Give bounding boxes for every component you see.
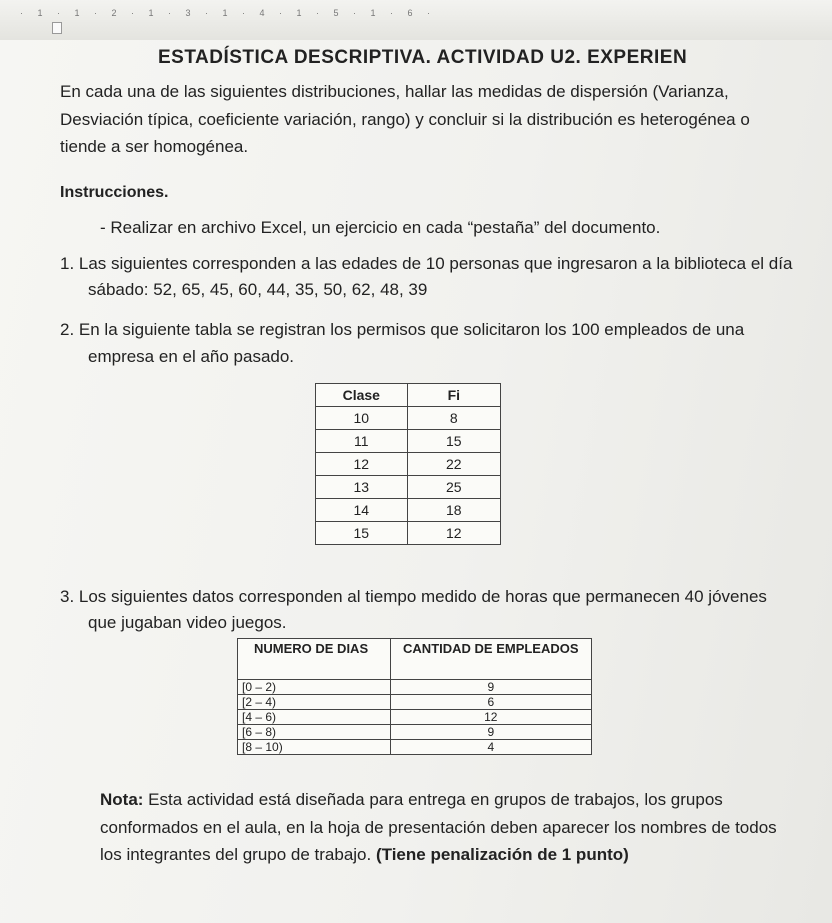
- nota-line-2: conformados en el aula, en la hoja de presentación deben aparecer los nombres de todos: [100, 818, 777, 837]
- cell-clase: 15: [316, 522, 408, 545]
- cell-clase: 12: [316, 453, 408, 476]
- cell-count: 12: [390, 710, 591, 725]
- table-row: [238, 695, 592, 710]
- nota-text-3: los integrantes del grupo de trabajo.: [100, 845, 376, 864]
- cell-fi: 25: [407, 476, 500, 499]
- nota-line-1: [100, 790, 723, 810]
- instructions-bullet: - Realizar en archivo Excel, un ejercicio en cada “pestaña” del documento.: [100, 218, 661, 237]
- indent-marker[interactable]: [52, 22, 62, 34]
- intro-line-1: En cada una de las siguientes distribuciones, hallar las medidas de dispersión (Varianza,: [60, 82, 729, 101]
- table-row: [238, 710, 592, 725]
- question-3-line-2: que jugaban video juegos.: [88, 613, 287, 632]
- table-row: [238, 740, 592, 755]
- nota-text-1: Esta actividad está diseñada para entrega en grupos de trabajos, los grupos: [143, 790, 723, 809]
- cell-count: 9: [390, 725, 591, 740]
- table-header-row: [238, 639, 592, 680]
- document-ruler[interactable]: [0, 0, 832, 41]
- question-1-line-2: sábado: 52, 65, 45, 60, 44, 35, 50, 62, 48, 39: [88, 280, 428, 299]
- question-1-line-1: 1. Las siguientes corresponden a las edades de 10 personas que ingresaron a la biblioteca el día: [60, 254, 793, 273]
- cell-count: 4: [390, 740, 591, 755]
- table-row: [316, 476, 501, 499]
- document-page: [0, 40, 832, 923]
- cell-clase: 13: [316, 476, 408, 499]
- question-3-line-1: 3. Los siguientes datos corresponden al tiempo medido de horas que permanecen 40 jóvenes: [60, 587, 767, 606]
- cell-fi: 15: [407, 430, 500, 453]
- instructions-heading: Instrucciones.: [60, 184, 169, 201]
- header-cantidad-empleados: CANTIDAD DE EMPLEADOS: [390, 639, 591, 680]
- intro-line-3: tiende a ser homogénea.: [60, 137, 249, 156]
- question-2-line-1: 2. En la siguiente tabla se registran los permisos que solicitaron los 100 empleados de una: [60, 320, 745, 339]
- permisos-table: [315, 383, 501, 545]
- header-clase: Clase: [316, 384, 408, 407]
- cell-fi: 22: [407, 453, 500, 476]
- intro-line-2: Desviación típica, coeficiente variación, rango) y concluir si la distribución es heterogénea o: [60, 110, 750, 129]
- cell-clase: 14: [316, 499, 408, 522]
- table-row: [316, 407, 501, 430]
- table-row: [316, 453, 501, 476]
- ruler-numbers: · 1 · 1 · 2 · 1 · 3 · 1 · 4 · 1 · 5 · 1 · 6 ·: [20, 8, 437, 18]
- cell-interval: [2 – 4): [238, 695, 391, 710]
- cell-fi: 8: [407, 407, 500, 430]
- cell-interval: [8 – 10): [238, 740, 391, 755]
- nota-line-3: [100, 845, 629, 865]
- cell-fi: 12: [407, 522, 500, 545]
- table-header-row: [316, 384, 501, 407]
- table-row: [316, 522, 501, 545]
- cell-clase: 10: [316, 407, 408, 430]
- cell-fi: 18: [407, 499, 500, 522]
- table-row: [316, 430, 501, 453]
- cell-count: 6: [390, 695, 591, 710]
- header-numero-dias: NUMERO DE DIAS: [238, 639, 391, 680]
- question-2-line-2: empresa en el año pasado.: [88, 347, 295, 366]
- cell-count: 9: [390, 680, 591, 695]
- document-title: ESTADÍSTICA DESCRIPTIVA. ACTIVIDAD U2. EXPERIEN: [158, 47, 688, 68]
- cell-interval: [4 – 6): [238, 710, 391, 725]
- cell-interval: [0 – 2): [238, 680, 391, 695]
- cell-clase: 11: [316, 430, 408, 453]
- nota-label: Nota:: [100, 790, 144, 809]
- horas-table: [237, 638, 592, 755]
- penalty-note: (Tiene penalización de 1 punto): [375, 845, 629, 864]
- cell-interval: [6 – 8): [238, 725, 391, 740]
- table-row: [238, 680, 592, 695]
- table-row: [316, 499, 501, 522]
- table-row: [238, 725, 592, 740]
- header-fi: Fi: [407, 384, 500, 407]
